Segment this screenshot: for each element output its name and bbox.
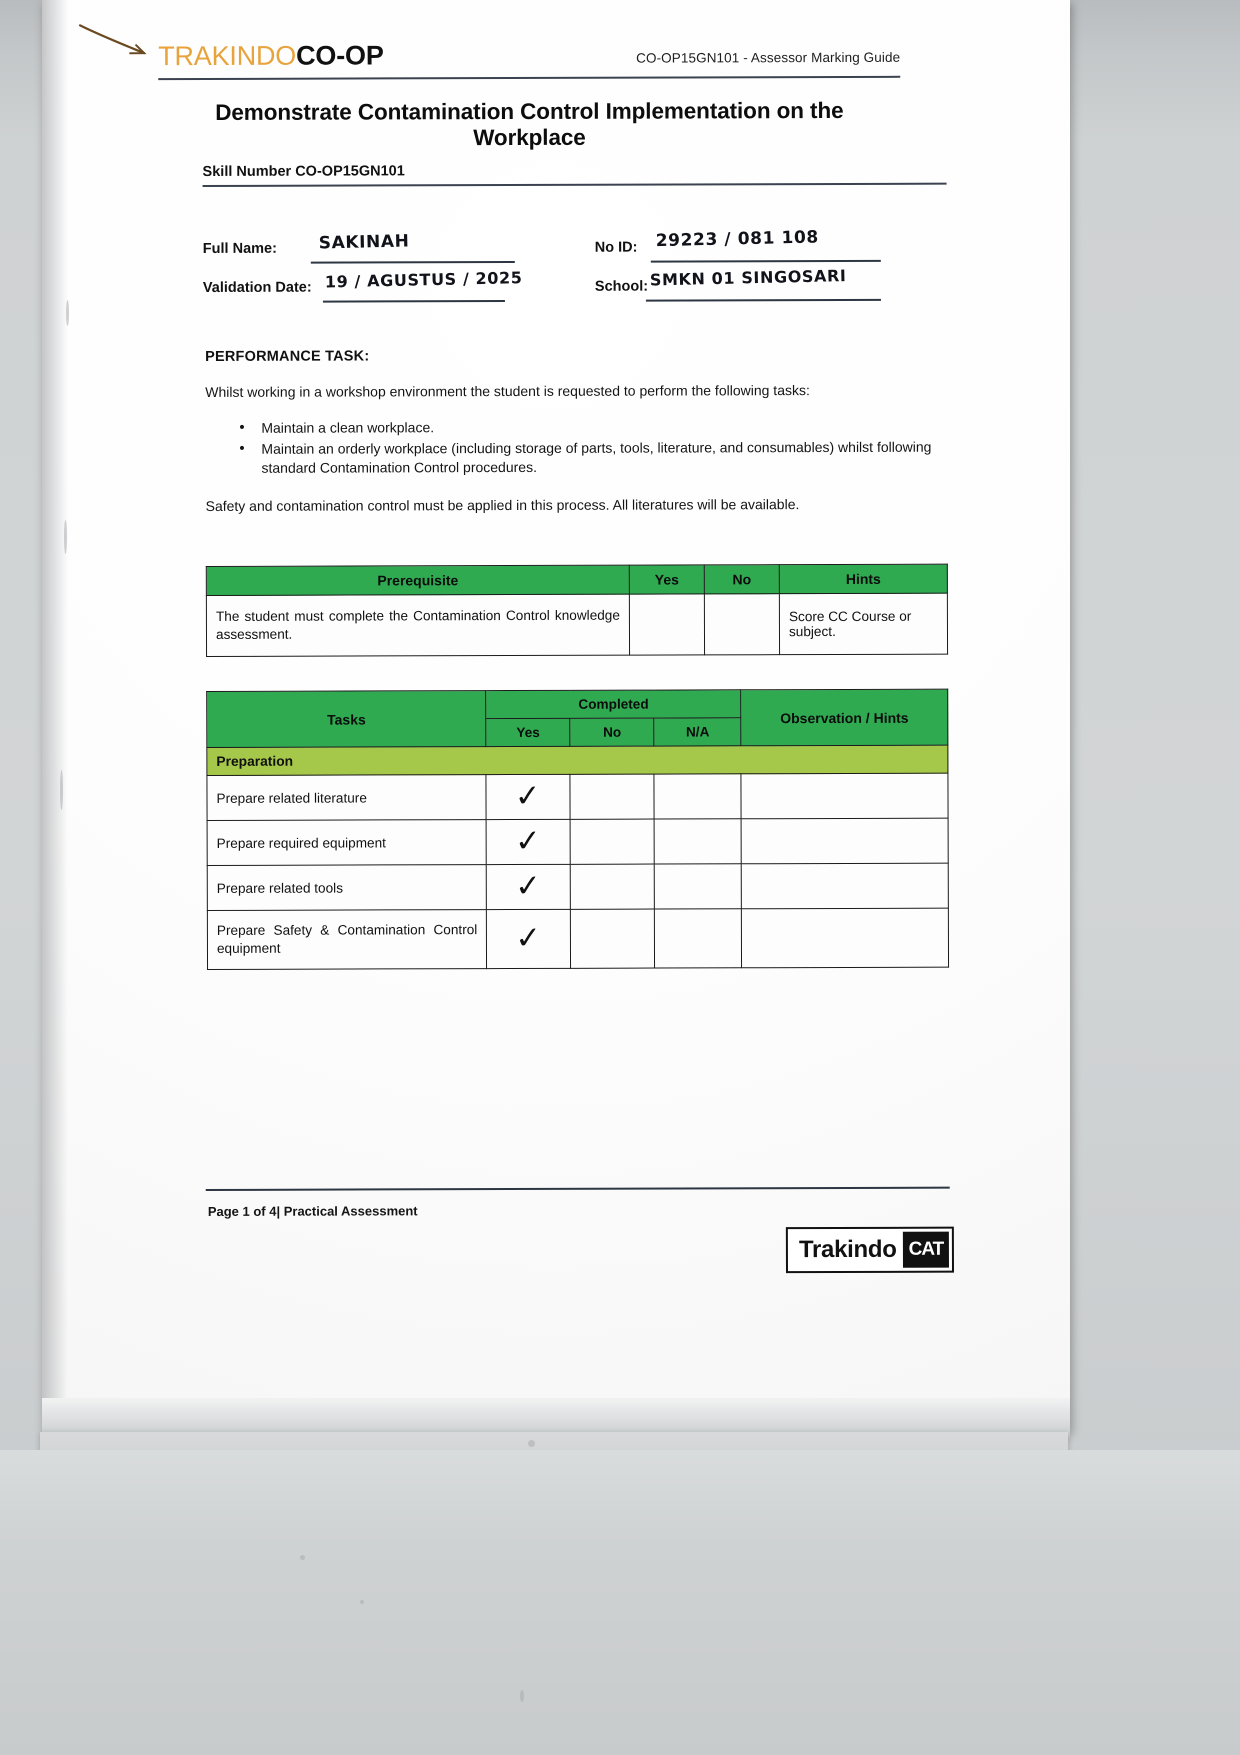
section-name-preparation: Preparation — [207, 745, 948, 775]
section-band-row — [207, 745, 948, 775]
trakindo-coop-logo — [158, 42, 384, 70]
col-tasks: Tasks — [207, 691, 487, 748]
tasks-table — [206, 689, 949, 970]
performance-task-bullets — [233, 417, 963, 480]
no-id-value: 29223 / 081 108 — [655, 227, 820, 252]
cell-na-checkbox[interactable] — [655, 864, 742, 909]
school-label: School: — [594, 278, 649, 295]
cell-yes-checkbox[interactable] — [487, 864, 571, 909]
skill-number-divider — [203, 183, 947, 187]
pen-stroke-mark — [78, 23, 148, 57]
col-completed-group: Completed — [486, 690, 741, 719]
cell-task: Prepare required equipment — [207, 820, 487, 866]
col-observation-hints: Observation / Hints — [741, 689, 948, 746]
checkmark-icon: ✓ — [513, 778, 543, 815]
table-row — [206, 593, 947, 656]
header-reference-text: CO-OP15GN101 - Assessor Marking Guide — [636, 49, 901, 66]
validation-date-value: 19 / AGUSTUS / 2025 — [324, 268, 523, 292]
cat-badge-text: CAT — [908, 1238, 944, 1260]
skill-number-label: Skill Number CO-OP15GN101 — [202, 163, 405, 180]
cell-yes-checkbox[interactable] — [629, 594, 704, 655]
full-name-label: Full Name: — [202, 240, 277, 257]
cell-yes-checkbox[interactable] — [487, 909, 571, 968]
footer-text — [208, 1203, 418, 1219]
cell-observation[interactable] — [741, 818, 948, 864]
footer-divider — [206, 1187, 950, 1191]
cell-no-checkbox[interactable] — [570, 819, 654, 864]
cat-logo-badge — [903, 1232, 949, 1268]
table-row — [207, 818, 948, 865]
cell-yes-checkbox[interactable] — [486, 819, 570, 864]
performance-task-heading: PERFORMANCE TASK: — [205, 348, 370, 365]
cell-observation[interactable] — [741, 773, 948, 819]
scan-speck — [360, 1600, 364, 1604]
header-divider — [158, 76, 900, 80]
validation-date-label: Validation Date: — [202, 279, 312, 296]
school-underline — [646, 299, 881, 301]
cell-na-checkbox[interactable] — [654, 774, 741, 819]
cell-no-checkbox[interactable] — [570, 774, 654, 819]
trakindo-footer-logo — [786, 1227, 954, 1274]
cell-prerequisite: The student must complete the Contamination Control knowledge assessment. — [206, 594, 629, 656]
no-id-underline — [651, 260, 881, 262]
footer-doc-kind: | Practical Assessment — [276, 1203, 418, 1219]
cell-no-checkbox[interactable] — [704, 594, 779, 655]
performance-task-intro: Whilst working in a workshop environment the student is requested to perform the following tasks: — [205, 382, 810, 400]
checkmark-icon: ✓ — [514, 920, 544, 957]
scan-speck — [64, 520, 67, 554]
scan-speck — [66, 300, 69, 326]
scan-speck — [520, 1690, 524, 1702]
footer-page-label: Page 1 of 4 — [207, 1203, 277, 1219]
scan-speck — [60, 770, 63, 810]
desk-surface — [0, 1450, 1240, 1755]
page-header — [158, 41, 900, 70]
prerequisite-table — [206, 564, 948, 657]
cell-task: Prepare related literature — [207, 775, 487, 821]
cell-no-checkbox[interactable] — [570, 864, 654, 909]
col-na: N/A — [654, 718, 741, 746]
col-no: No — [704, 565, 779, 594]
list-item: • Maintain an orderly workplace (including storage of parts, tools, literature, and consumables) whilst following standard Contamination Control procedures. — [233, 437, 963, 477]
table-header-row-top — [207, 689, 948, 719]
scan-speck — [528, 1440, 535, 1447]
col-prerequisite: Prerequisite — [206, 565, 629, 595]
cell-no-checkbox[interactable] — [571, 909, 655, 968]
cell-observation[interactable] — [741, 863, 948, 909]
checkmark-icon: ✓ — [514, 868, 544, 905]
table-row — [207, 773, 948, 820]
cell-task: Prepare Safety & Contamination Control equipment — [207, 910, 487, 970]
no-id-label: No ID: — [594, 239, 638, 256]
table-row — [207, 908, 948, 969]
col-hints: Hints — [779, 564, 947, 594]
col-yes: Yes — [629, 565, 704, 594]
performance-task-note: Safety and contamination control must be applied in this process. All literatures will be available. — [205, 496, 800, 514]
cell-na-checkbox[interactable] — [655, 909, 742, 968]
validation-date-underline — [323, 300, 505, 302]
cell-task: Prepare related tools — [207, 865, 487, 911]
checkmark-icon: ✓ — [513, 823, 543, 860]
col-yes: Yes — [486, 718, 570, 746]
school-value: SMKN 01 SINGOSARI — [649, 266, 847, 290]
list-item: • Maintain a clean workplace. — [233, 417, 963, 438]
cell-yes-checkbox[interactable] — [486, 774, 570, 819]
scan-speck — [300, 1555, 305, 1560]
table-header-row — [206, 564, 947, 595]
logo-suffix-text: CO-OP — [296, 40, 384, 71]
cell-observation[interactable] — [742, 908, 949, 968]
footer-logo-word: Trakindo — [798, 1235, 897, 1264]
cell-hints: Score CC Course or subject. — [779, 593, 947, 655]
table-row — [207, 863, 948, 910]
page-title: Demonstrate Contamination Control Implementation on the Workplace — [215, 97, 844, 151]
logo-brand-text: TRAKINDO — [158, 40, 297, 72]
col-no: No — [570, 718, 654, 746]
full-name-underline — [311, 261, 515, 263]
full-name-value: SAKINAH — [318, 231, 410, 254]
cell-na-checkbox[interactable] — [655, 819, 742, 864]
